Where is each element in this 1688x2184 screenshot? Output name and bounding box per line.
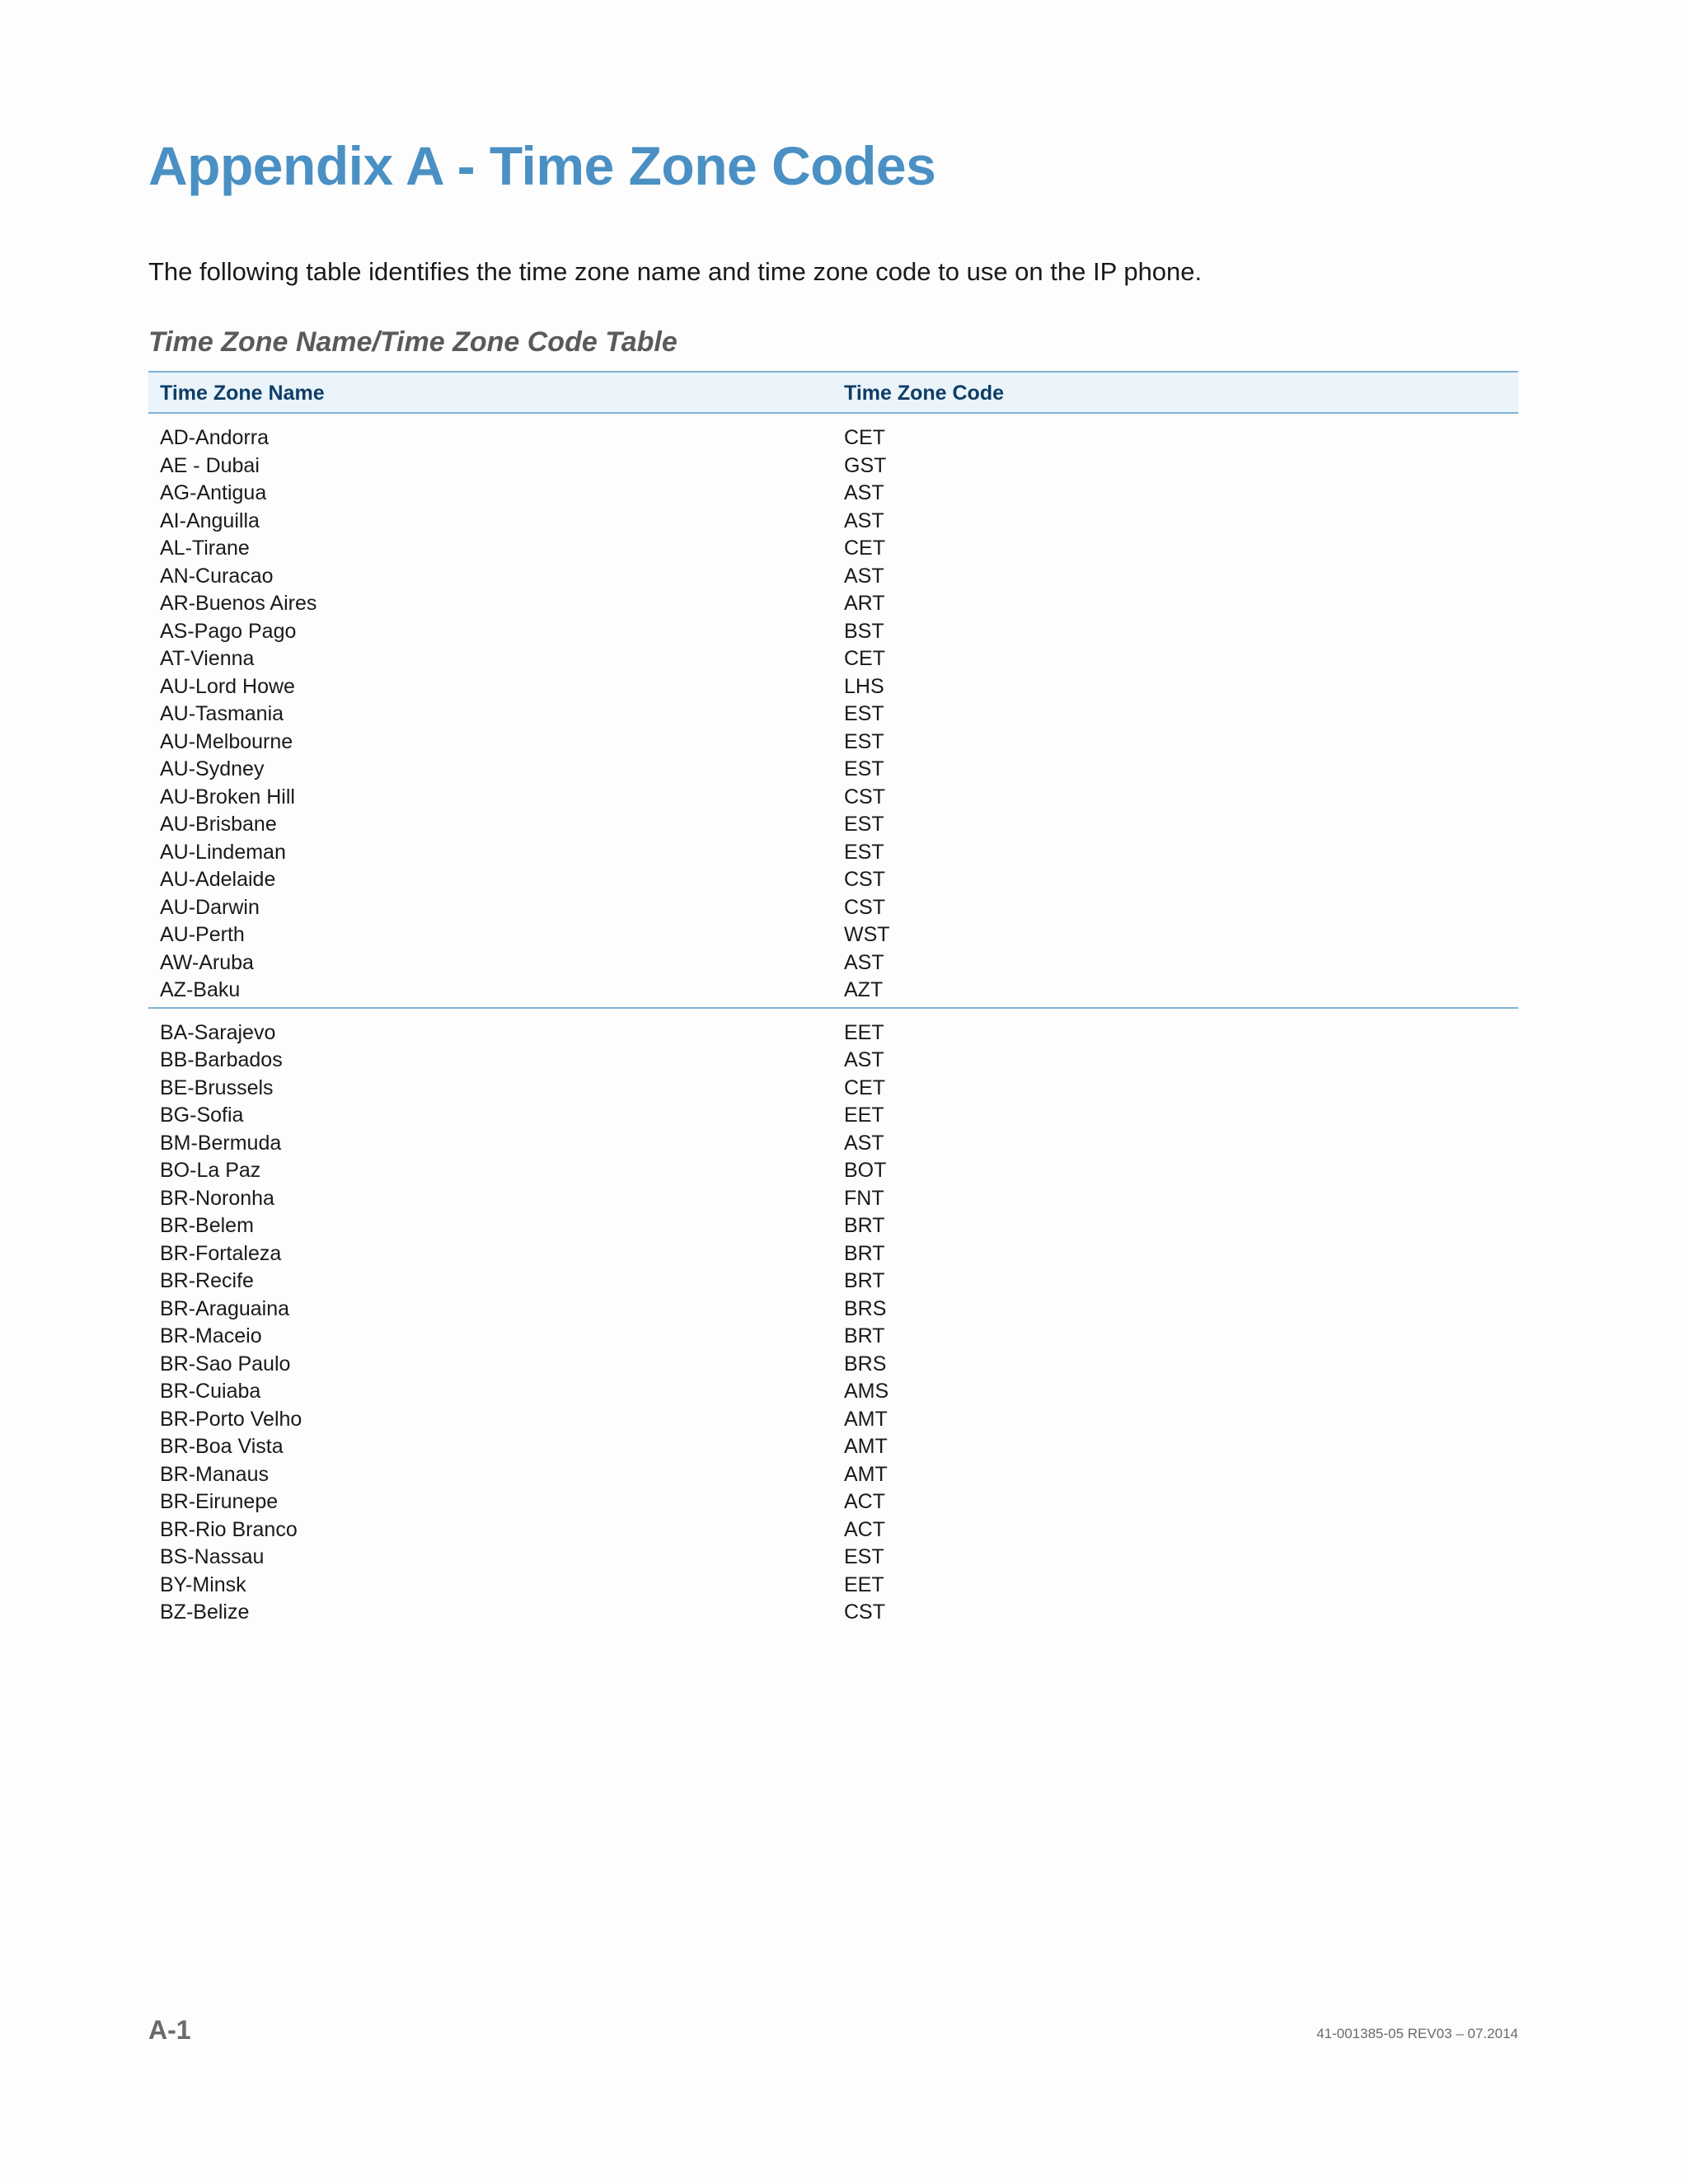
table-row <box>148 1516 1518 1544</box>
document-page <box>148 0 1518 2184</box>
time-zone-name-cell: BR-Sao Paulo <box>160 1352 291 1376</box>
table-row <box>148 1432 1518 1460</box>
table-row <box>148 1405 1518 1433</box>
table-row <box>148 1101 1518 1129</box>
time-zone-name-cell: BR-Eirunepe <box>160 1490 279 1513</box>
table-row <box>148 921 1518 949</box>
table-row <box>148 1046 1518 1074</box>
time-zone-code-cell: BRT <box>844 1214 885 1237</box>
time-zone-code-cell: EET <box>844 1572 884 1596</box>
time-zone-code-cell: BRS <box>844 1296 887 1320</box>
table-row <box>148 1377 1518 1405</box>
time-zone-name-cell: BE-Brussels <box>160 1076 274 1099</box>
time-zone-code-cell: CET <box>844 647 885 670</box>
table-row <box>148 534 1518 562</box>
time-zone-name-cell: AE - Dubai <box>160 453 260 477</box>
time-zone-code-cell: EST <box>844 702 884 725</box>
time-zone-code-cell: BRS <box>844 1352 887 1376</box>
time-zone-code-cell: CST <box>844 1601 885 1624</box>
table-row <box>148 1074 1518 1102</box>
time-zone-name-cell: BY-Minsk <box>160 1572 246 1596</box>
table-row <box>148 893 1518 921</box>
time-zone-code-cell: CST <box>844 868 885 891</box>
time-zone-code-cell: CET <box>844 537 885 560</box>
time-zone-table <box>148 371 1518 1631</box>
time-zone-name-cell: AU-Lindeman <box>160 840 286 864</box>
time-zone-code-cell: EET <box>844 1020 884 1044</box>
time-zone-code-cell: AST <box>844 564 884 588</box>
time-zone-name-cell: AI-Anguilla <box>160 509 260 532</box>
table-row <box>148 728 1518 756</box>
table-row <box>148 1598 1518 1626</box>
time-zone-code-cell: CST <box>844 895 885 919</box>
time-zone-name-cell: AU-Sydney <box>160 757 265 780</box>
table-row <box>148 1019 1518 1047</box>
time-zone-code-cell: EST <box>844 1545 884 1568</box>
header-time-zone-name: Time Zone Name <box>160 382 325 405</box>
table-title: Time Zone Name/Time Zone Code Table <box>148 326 678 358</box>
table-row <box>148 617 1518 645</box>
time-zone-code-cell: GST <box>844 453 887 477</box>
table-row <box>148 1350 1518 1378</box>
time-zone-name-cell: BA-Sarajevo <box>160 1020 276 1044</box>
header-time-zone-code: Time Zone Code <box>844 382 1005 405</box>
time-zone-code-cell: BRT <box>844 1241 885 1265</box>
table-row <box>148 1212 1518 1240</box>
time-zone-code-cell: AST <box>844 1048 884 1071</box>
time-zone-code-cell: LHS <box>844 674 884 698</box>
time-zone-code-cell: ACT <box>844 1490 885 1513</box>
time-zone-code-cell: CST <box>844 785 885 808</box>
table-row <box>148 1322 1518 1350</box>
time-zone-name-cell: BR-Rio Branco <box>160 1517 298 1541</box>
time-zone-name-cell: BO-La Paz <box>160 1159 261 1182</box>
time-zone-code-cell: AST <box>844 950 884 974</box>
table-row <box>148 1488 1518 1516</box>
table-row <box>148 562 1518 590</box>
table-body <box>148 414 1518 1631</box>
table-row <box>148 838 1518 866</box>
time-zone-code-cell: EST <box>844 729 884 753</box>
table-row <box>148 424 1518 452</box>
time-zone-code-cell: AMT <box>844 1435 888 1458</box>
time-zone-code-cell: AZT <box>844 978 884 1001</box>
time-zone-name-cell: AU-Brisbane <box>160 813 277 836</box>
table-group <box>148 414 1518 1009</box>
table-row <box>148 700 1518 728</box>
time-zone-name-cell: BR-Cuiaba <box>160 1380 261 1403</box>
table-row <box>148 865 1518 893</box>
table-row <box>148 783 1518 811</box>
time-zone-code-cell: FNT <box>844 1186 884 1210</box>
time-zone-name-cell: AL-Tirane <box>160 537 250 560</box>
table-row <box>148 1267 1518 1295</box>
table-row <box>148 1571 1518 1599</box>
table-row <box>148 673 1518 701</box>
time-zone-name-cell: BG-Sofia <box>160 1104 244 1127</box>
table-row <box>148 644 1518 673</box>
time-zone-name-cell: AS-Pago Pago <box>160 619 297 643</box>
time-zone-code-cell: ACT <box>844 1517 885 1541</box>
time-zone-name-cell: AR-Buenos Aires <box>160 592 317 615</box>
time-zone-code-cell: BRT <box>844 1269 885 1292</box>
time-zone-code-cell: BOT <box>844 1159 887 1182</box>
time-zone-name-cell: BR-Belem <box>160 1214 254 1237</box>
time-zone-name-cell: AW-Aruba <box>160 950 254 974</box>
table-row <box>148 1460 1518 1488</box>
time-zone-code-cell: AMS <box>844 1380 889 1403</box>
page-number: A-1 <box>148 2015 191 2045</box>
time-zone-name-cell: AN-Curacao <box>160 564 274 588</box>
time-zone-name-cell: BR-Noronha <box>160 1186 274 1210</box>
time-zone-name-cell: BS-Nassau <box>160 1545 265 1568</box>
time-zone-name-cell: AG-Antigua <box>160 481 267 504</box>
time-zone-code-cell: EST <box>844 840 884 864</box>
time-zone-name-cell: AU-Lord Howe <box>160 674 295 698</box>
time-zone-code-cell: CET <box>844 1076 885 1099</box>
time-zone-name-cell: BZ-Belize <box>160 1601 250 1624</box>
page-title: Appendix A - Time Zone Codes <box>148 135 936 196</box>
time-zone-code-cell: EET <box>844 1104 884 1127</box>
time-zone-code-cell: AST <box>844 509 884 532</box>
time-zone-name-cell: BR-Porto Velho <box>160 1407 302 1431</box>
table-row <box>148 452 1518 480</box>
time-zone-code-cell: BRT <box>844 1324 885 1347</box>
time-zone-name-cell: AD-Andorra <box>160 426 269 449</box>
table-row <box>148 1295 1518 1323</box>
time-zone-code-cell: ART <box>844 592 885 615</box>
time-zone-name-cell: BR-Araguaina <box>160 1296 290 1320</box>
table-row <box>148 976 1518 1004</box>
time-zone-code-cell: EST <box>844 813 884 836</box>
table-row <box>148 1156 1518 1184</box>
table-row <box>148 479 1518 507</box>
table-row <box>148 1240 1518 1268</box>
time-zone-code-cell: AST <box>844 1131 884 1155</box>
table-row <box>148 810 1518 838</box>
time-zone-name-cell: AT-Vienna <box>160 647 255 670</box>
time-zone-name-cell: BR-Boa Vista <box>160 1435 284 1458</box>
time-zone-name-cell: BB-Barbados <box>160 1048 283 1071</box>
time-zone-name-cell: AU-Broken Hill <box>160 785 295 808</box>
table-row <box>148 1129 1518 1157</box>
time-zone-name-cell: AU-Melbourne <box>160 729 293 753</box>
table-row <box>148 1184 1518 1212</box>
time-zone-name-cell: AU-Tasmania <box>160 702 284 725</box>
table-row <box>148 589 1518 617</box>
time-zone-name-cell: BM-Bermuda <box>160 1131 282 1155</box>
time-zone-name-cell: BR-Maceio <box>160 1324 262 1347</box>
table-row <box>148 1543 1518 1571</box>
time-zone-name-cell: BR-Recife <box>160 1269 254 1292</box>
time-zone-code-cell: WST <box>844 923 890 946</box>
time-zone-name-cell: BR-Manaus <box>160 1462 269 1486</box>
time-zone-name-cell: AU-Perth <box>160 923 245 946</box>
time-zone-code-cell: BST <box>844 619 884 643</box>
table-row <box>148 507 1518 535</box>
time-zone-name-cell: AU-Darwin <box>160 895 260 919</box>
time-zone-code-cell: CET <box>844 426 885 449</box>
table-row <box>148 755 1518 783</box>
table-group <box>148 1009 1518 1631</box>
time-zone-code-cell: AMT <box>844 1462 888 1486</box>
time-zone-code-cell: AMT <box>844 1407 888 1431</box>
time-zone-code-cell: AST <box>844 481 884 504</box>
document-id: 41-001385-05 REV03 – 07.2014 <box>1316 2026 1518 2041</box>
intro-paragraph: The following table identifies the time zone name and time zone code to use on the IP phone. <box>148 257 1203 286</box>
table-header <box>148 371 1518 414</box>
table-row <box>148 949 1518 977</box>
time-zone-name-cell: BR-Fortaleza <box>160 1241 282 1265</box>
time-zone-code-cell: EST <box>844 757 884 780</box>
time-zone-name-cell: AZ-Baku <box>160 978 241 1001</box>
time-zone-name-cell: AU-Adelaide <box>160 868 276 891</box>
